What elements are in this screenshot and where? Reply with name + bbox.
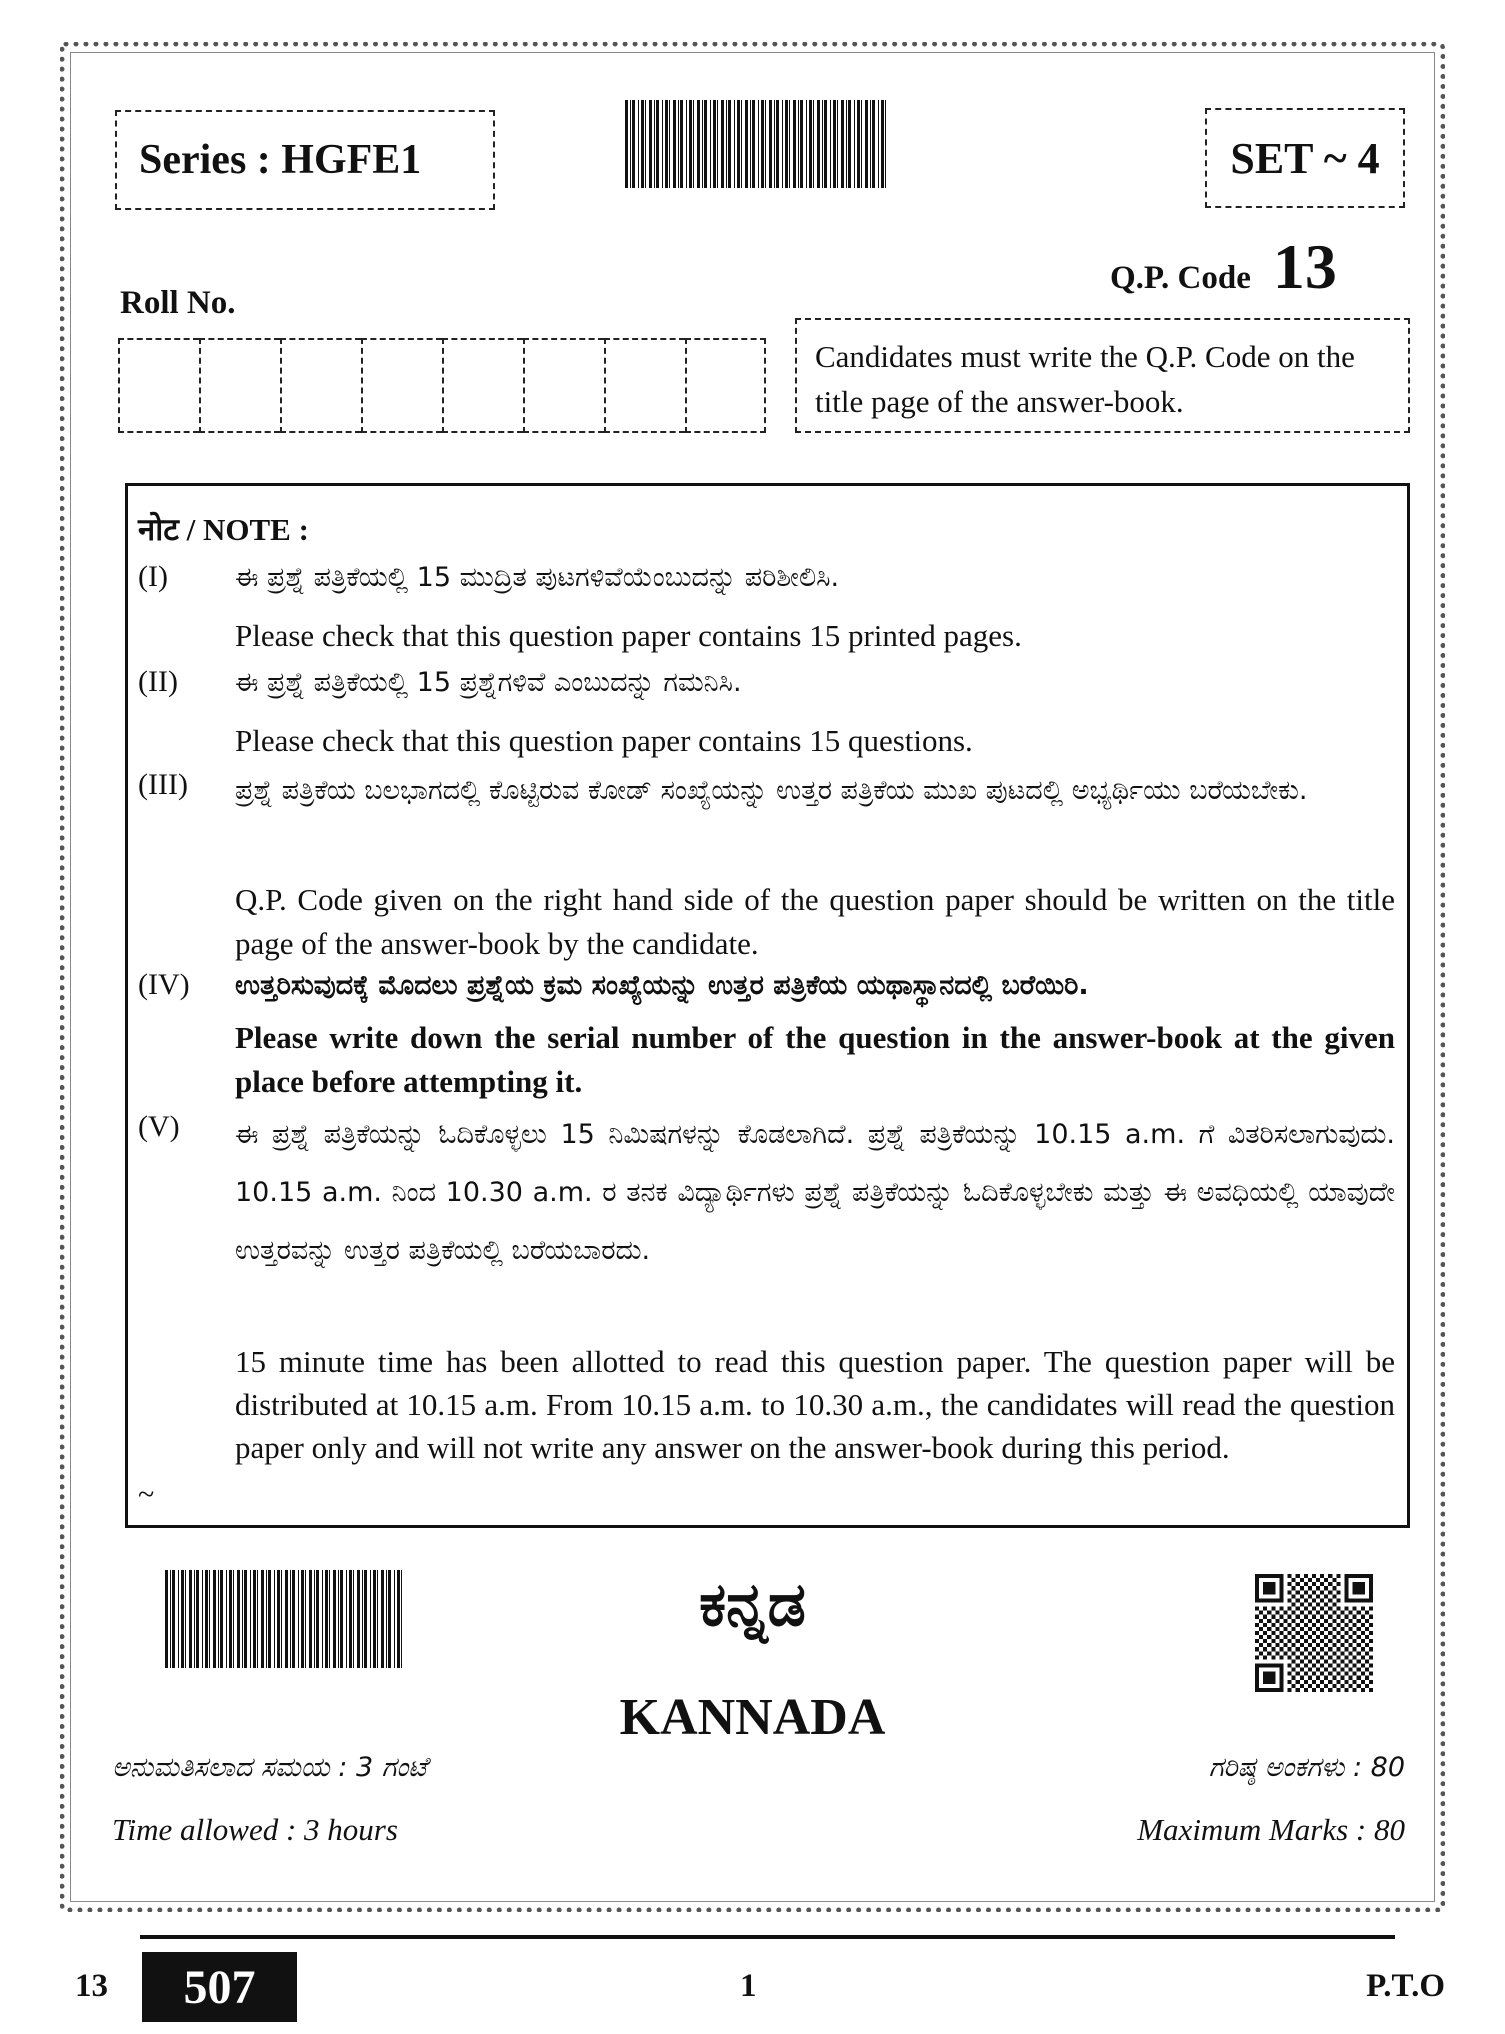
series-label: Series : HGFE1 bbox=[139, 137, 422, 183]
note-item-kannada: ಈ ಪ್ರಶ್ನೆ ಪತ್ರಿಕೆಯಲ್ಲಿ 15 ಮುದ್ರಿತ ಪುಟಗಳಿವೆಯೆಂಬುದನ್ನು ಪರಿಶೀಲಿಸಿ. bbox=[235, 562, 840, 593]
note-item-number: (I) bbox=[138, 560, 168, 593]
roll-no-cell bbox=[685, 338, 766, 433]
note-item-english: 15 minute time has been allotted to read this question paper. The question paper will be distributed at 10.15 a.m. From 10.15 a.m. to 10.30 a.m., the candidates will read the question paper only and will not write any answer on the answer-book during this period. bbox=[235, 1344, 1395, 1465]
qp-code bbox=[1110, 230, 1337, 304]
qr-code bbox=[1255, 1572, 1373, 1694]
note-item-number: (V) bbox=[138, 1110, 180, 1143]
roll-no-boxes bbox=[118, 338, 766, 433]
tilde-mark: ~ bbox=[138, 1478, 155, 1511]
subject-english: KANNADA bbox=[619, 1689, 886, 1746]
roll-no-cell bbox=[523, 338, 604, 433]
note-item-number: (II) bbox=[138, 665, 178, 698]
page-number: 1 bbox=[740, 1968, 757, 2004]
footer-left-code: 13 bbox=[75, 1968, 108, 2004]
max-marks-kannada: ಗರಿಷ್ಠ ಅಂಕಗಳು : 80 bbox=[1208, 1752, 1405, 1783]
note-title: नोट / NOTE : bbox=[138, 512, 309, 547]
series-box bbox=[115, 110, 495, 210]
qp-code-value: 13 bbox=[1272, 231, 1337, 302]
roll-no-cell bbox=[442, 338, 523, 433]
candidates-note-box bbox=[795, 318, 1410, 433]
roll-no-cell bbox=[280, 338, 361, 433]
note-item-english: Please check that this question paper contains 15 questions. bbox=[235, 723, 973, 758]
footer-code-box bbox=[142, 1952, 297, 2022]
pto-label: P.T.O bbox=[1366, 1968, 1445, 2004]
time-allowed-english: Time allowed : 3 hours bbox=[112, 1812, 398, 1847]
roll-no-cell bbox=[118, 338, 199, 433]
note-item-kannada: ಪ್ರಶ್ನೆ ಪತ್ರಿಕೆಯ ಬಲಭಾಗದಲ್ಲಿ ಕೊಟ್ಟಿರುವ ಕೋಡ್ ಸಂಖ್ಯೆಯನ್ನು ಉತ್ತರ ಪತ್ರಿಕೆಯ ಮುಖ ಪುಟದಲ್ಲಿ ಅಭ್ಯರ್ಥಿಯು ಬರೆಯಬೇಕು. bbox=[235, 775, 1308, 806]
note-item-number: (III) bbox=[138, 768, 188, 801]
candidates-note: Candidates must write the Q.P. Code on the title page of the answer-book. bbox=[815, 339, 1355, 419]
note-item-number: (IV) bbox=[138, 968, 190, 1001]
roll-no-cell bbox=[604, 338, 685, 433]
roll-no-cell bbox=[199, 338, 280, 433]
max-marks-english: Maximum Marks : 80 bbox=[1137, 1812, 1405, 1847]
note-item-kannada: ಈ ಪ್ರಶ್ನೆ ಪತ್ರಿಕೆಯಲ್ಲಿ 15 ಪ್ರಶ್ನೆಗಳಿವೆ ಎಂಬುದನ್ನು ಗಮನಿಸಿ. bbox=[235, 667, 742, 698]
footer-code: 507 bbox=[183, 1960, 256, 2014]
footer-rule bbox=[140, 1935, 1395, 1939]
note-item-english: Q.P. Code given on the right hand side of the question paper should be written on the title page of the answer-book by the candidate. bbox=[235, 882, 1395, 961]
roll-no-cell bbox=[361, 338, 442, 433]
barcode-top bbox=[625, 100, 890, 188]
note-item-kannada: ಈ ಪ್ರಶ್ನೆ ಪತ್ರಿಕೆಯನ್ನು ಓದಿಕೊಳ್ಳಲು 15 ನಿಮಿಷಗಳನ್ನು ಕೊಡಲಾಗಿದೆ. ಪ್ರಶ್ನೆ ಪತ್ರಿಕೆಯನ್ನು 10.15 a.m. ಗೆ ವಿತರಿಸಲಾಗುವುದು. 10.15 a.m. ನಿಂದ 10.30 a.m. ರ ತನಕ ವಿದ್ಯಾರ್ಥಿಗಳು ಪ್ರಶ್ನೆ ಪತ್ರಿಕೆಯನ್ನು ಓದಿಕೊಳ್ಳಬೇಕು ಮತ್ತು ಈ ಅವಧಿಯಲ್ಲಿ ಯಾವುದೇ ಉತ್ತರವನ್ನು ಉತ್ತರ ಪತ್ರಿಕೆಯಲ್ಲಿ ಬರೆಯಬಾರದು. bbox=[235, 1119, 1395, 1266]
roll-no-label: Roll No. bbox=[120, 285, 236, 321]
qp-code-label: Q.P. Code bbox=[1110, 260, 1251, 296]
time-allowed-kannada: ಅನುಮತಿಸಲಾದ ಸಮಯ : 3 ಗಂಟೆ bbox=[112, 1752, 428, 1783]
note-item-english: Please write down the serial number of the question in the answer-book at the given place before attempting it. bbox=[235, 1020, 1395, 1099]
set-label: SET ~ 4 bbox=[1230, 133, 1380, 183]
note-item-kannada: ಉತ್ತರಿಸುವುದಕ್ಕೆ ಮೊದಲು ಪ್ರಶ್ನೆಯ ಕ್ರಮ ಸಂಖ್ಯೆಯನ್ನು ಉತ್ತರ ಪತ್ರಿಕೆಯ ಯಥಾಸ್ಥಾನದಲ್ಲಿ ಬರೆಯಿರಿ. bbox=[235, 970, 1089, 1001]
set-box bbox=[1205, 108, 1405, 208]
subject-kannada: ಕನ್ನಡ bbox=[699, 1570, 806, 1640]
note-item-english: Please check that this question paper contains 15 printed pages. bbox=[235, 618, 1022, 653]
